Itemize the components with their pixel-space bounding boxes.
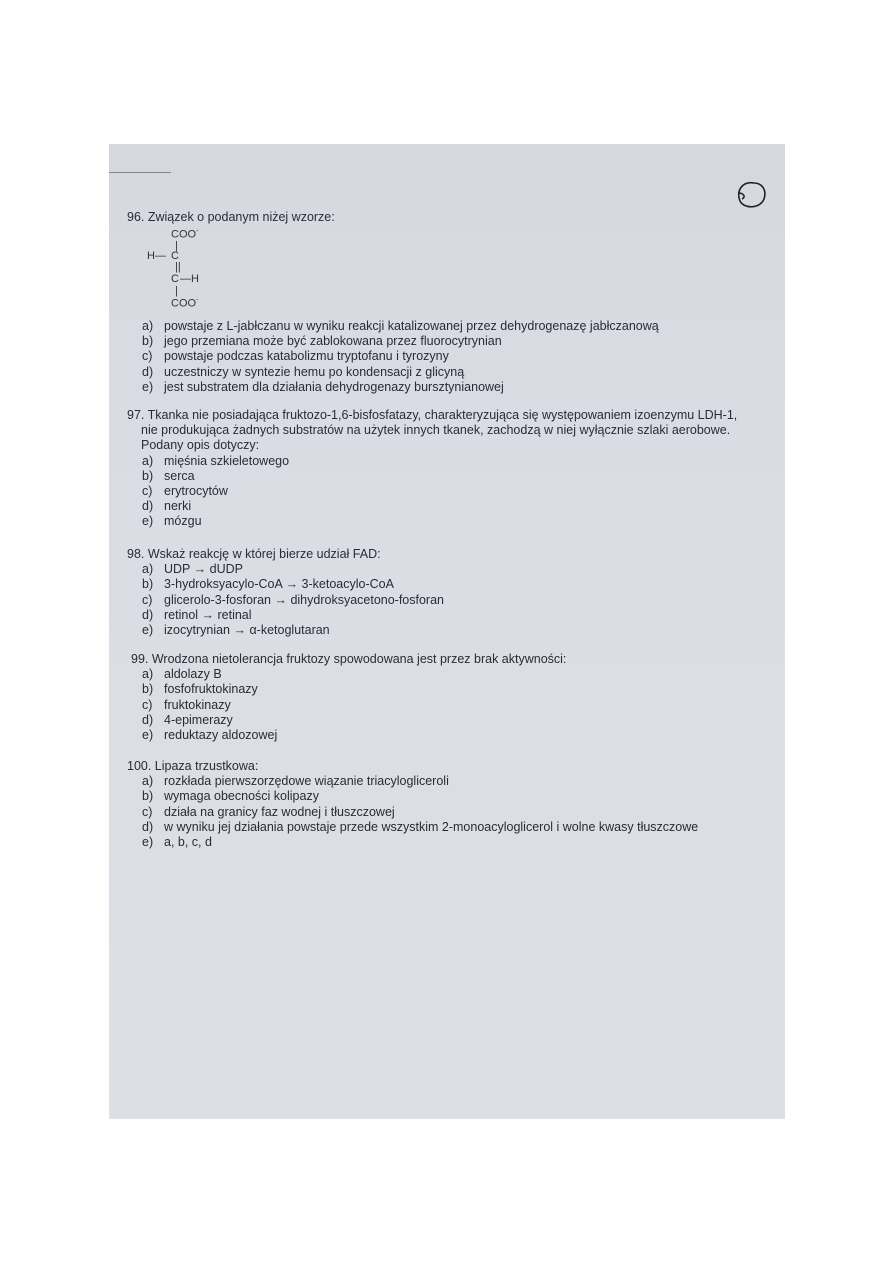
- handwritten-circle-mark: [734, 177, 770, 211]
- option-99-b: b) fosfofruktokinazy: [142, 682, 258, 697]
- option-100-d: d) w wyniku jej działania powstaje przede wszystkim 2-monoacyloglicerol i wolne kwasy tłuszczowe: [142, 819, 699, 834]
- question-98: [127, 547, 777, 638]
- formula-bottom-group: COO-: [171, 297, 199, 310]
- question-97-cont-2: Podany opis dotyczy:: [141, 438, 260, 453]
- option-99-d: d) 4-epimerazy: [142, 712, 233, 727]
- option-96-c: c) powstaje podczas katabolizmu tryptofanu i tyrozyny: [142, 349, 449, 364]
- formula-h-right: —H: [180, 273, 199, 285]
- option-97-e: e) mózgu: [142, 514, 202, 529]
- question-96: [127, 210, 777, 225]
- question-99-title: 99. Wrodzona nietolerancja fruktozy spowodowana jest przez brak aktywności:: [131, 652, 567, 666]
- question-99: [127, 652, 777, 743]
- option-96-b: b) jego przemiana może być zablokowana przez fluorocytrynian: [142, 334, 502, 349]
- question-96-title: 96. Związek o podanym niżej wzorze:: [127, 210, 335, 224]
- question-97: [127, 408, 777, 530]
- formula-carbon-2: C: [171, 273, 179, 285]
- formula-top-group: COO-: [171, 228, 199, 241]
- option-99-c: c) fruktokinazy: [142, 697, 231, 712]
- option-100-a: a) rozkłada pierwszorzędowe wiązanie triacyloglicerolі: [142, 774, 449, 789]
- option-98-b: b) 3-hydroksyacylo-CoA → 3-ketoacylo-CoA: [142, 577, 394, 592]
- question-98-title: 98. Wskaż reakcję w której bierze udział FAD:: [127, 547, 381, 561]
- option-98-d: d) retinol → retinal: [142, 607, 252, 622]
- option-99-e: e) reduktazy aldozowej: [142, 728, 278, 743]
- option-96-e: e) jest substratem dla działania dehydrogenazy bursztynianowej: [142, 379, 504, 394]
- formula-h-left: H—: [147, 250, 166, 262]
- option-97-b: b) serca: [142, 468, 195, 483]
- option-100-e: e) a, b, c, d: [142, 835, 212, 850]
- option-100-b: b) wymaga obecności kolipazy: [142, 789, 319, 804]
- option-96-a: a) powstaje z L-jabłczanu w wyniku reakcji katalizowanej przez dehydrogenazę jabłczanową: [142, 319, 659, 333]
- option-97-d: d) nerki: [142, 499, 192, 514]
- option-100-c: c) działa na granicy faz wodnej i tłuszczowej: [142, 804, 395, 819]
- scanned-page: [109, 144, 785, 1119]
- question-96-options: [127, 319, 777, 395]
- scan-line: [109, 172, 171, 173]
- option-97-c: c) erytrocytów: [142, 484, 228, 499]
- question-100-title: 100. Lipaza trzustkowa:: [127, 759, 259, 773]
- question-100: [127, 759, 777, 850]
- structural-formula: COO- | H— C || C —H | COO-: [147, 228, 199, 310]
- option-99-a: a) aldolazy B: [142, 667, 222, 682]
- option-98-e: e) izocytrynian → α-ketoglutaran: [142, 623, 330, 638]
- option-98-c: c) glicerolo-3-fosforan → dihydroksyacetono-fosforan: [142, 592, 444, 607]
- question-97-title: 97. Tkanka nie posiadająca fruktozo-1,6-bisfosfatazy, charakteryzująca się występowaniem izoenzymu LDH-1,: [127, 408, 738, 422]
- question-97-cont-1: nie produkująca żadnych substratów na użytek innych tkanek, zachodzą w niej wyłącznie szlaki aerobowe.: [141, 423, 731, 438]
- option-98-a: a) UDP → dUDP: [142, 562, 243, 577]
- option-97-a: a) mięśnia szkieletowego: [142, 453, 290, 468]
- formula-carbon-1: C: [171, 250, 179, 262]
- option-96-d: d) uczestniczy w syntezie hemu po kondensacji z glicyną: [142, 364, 465, 379]
